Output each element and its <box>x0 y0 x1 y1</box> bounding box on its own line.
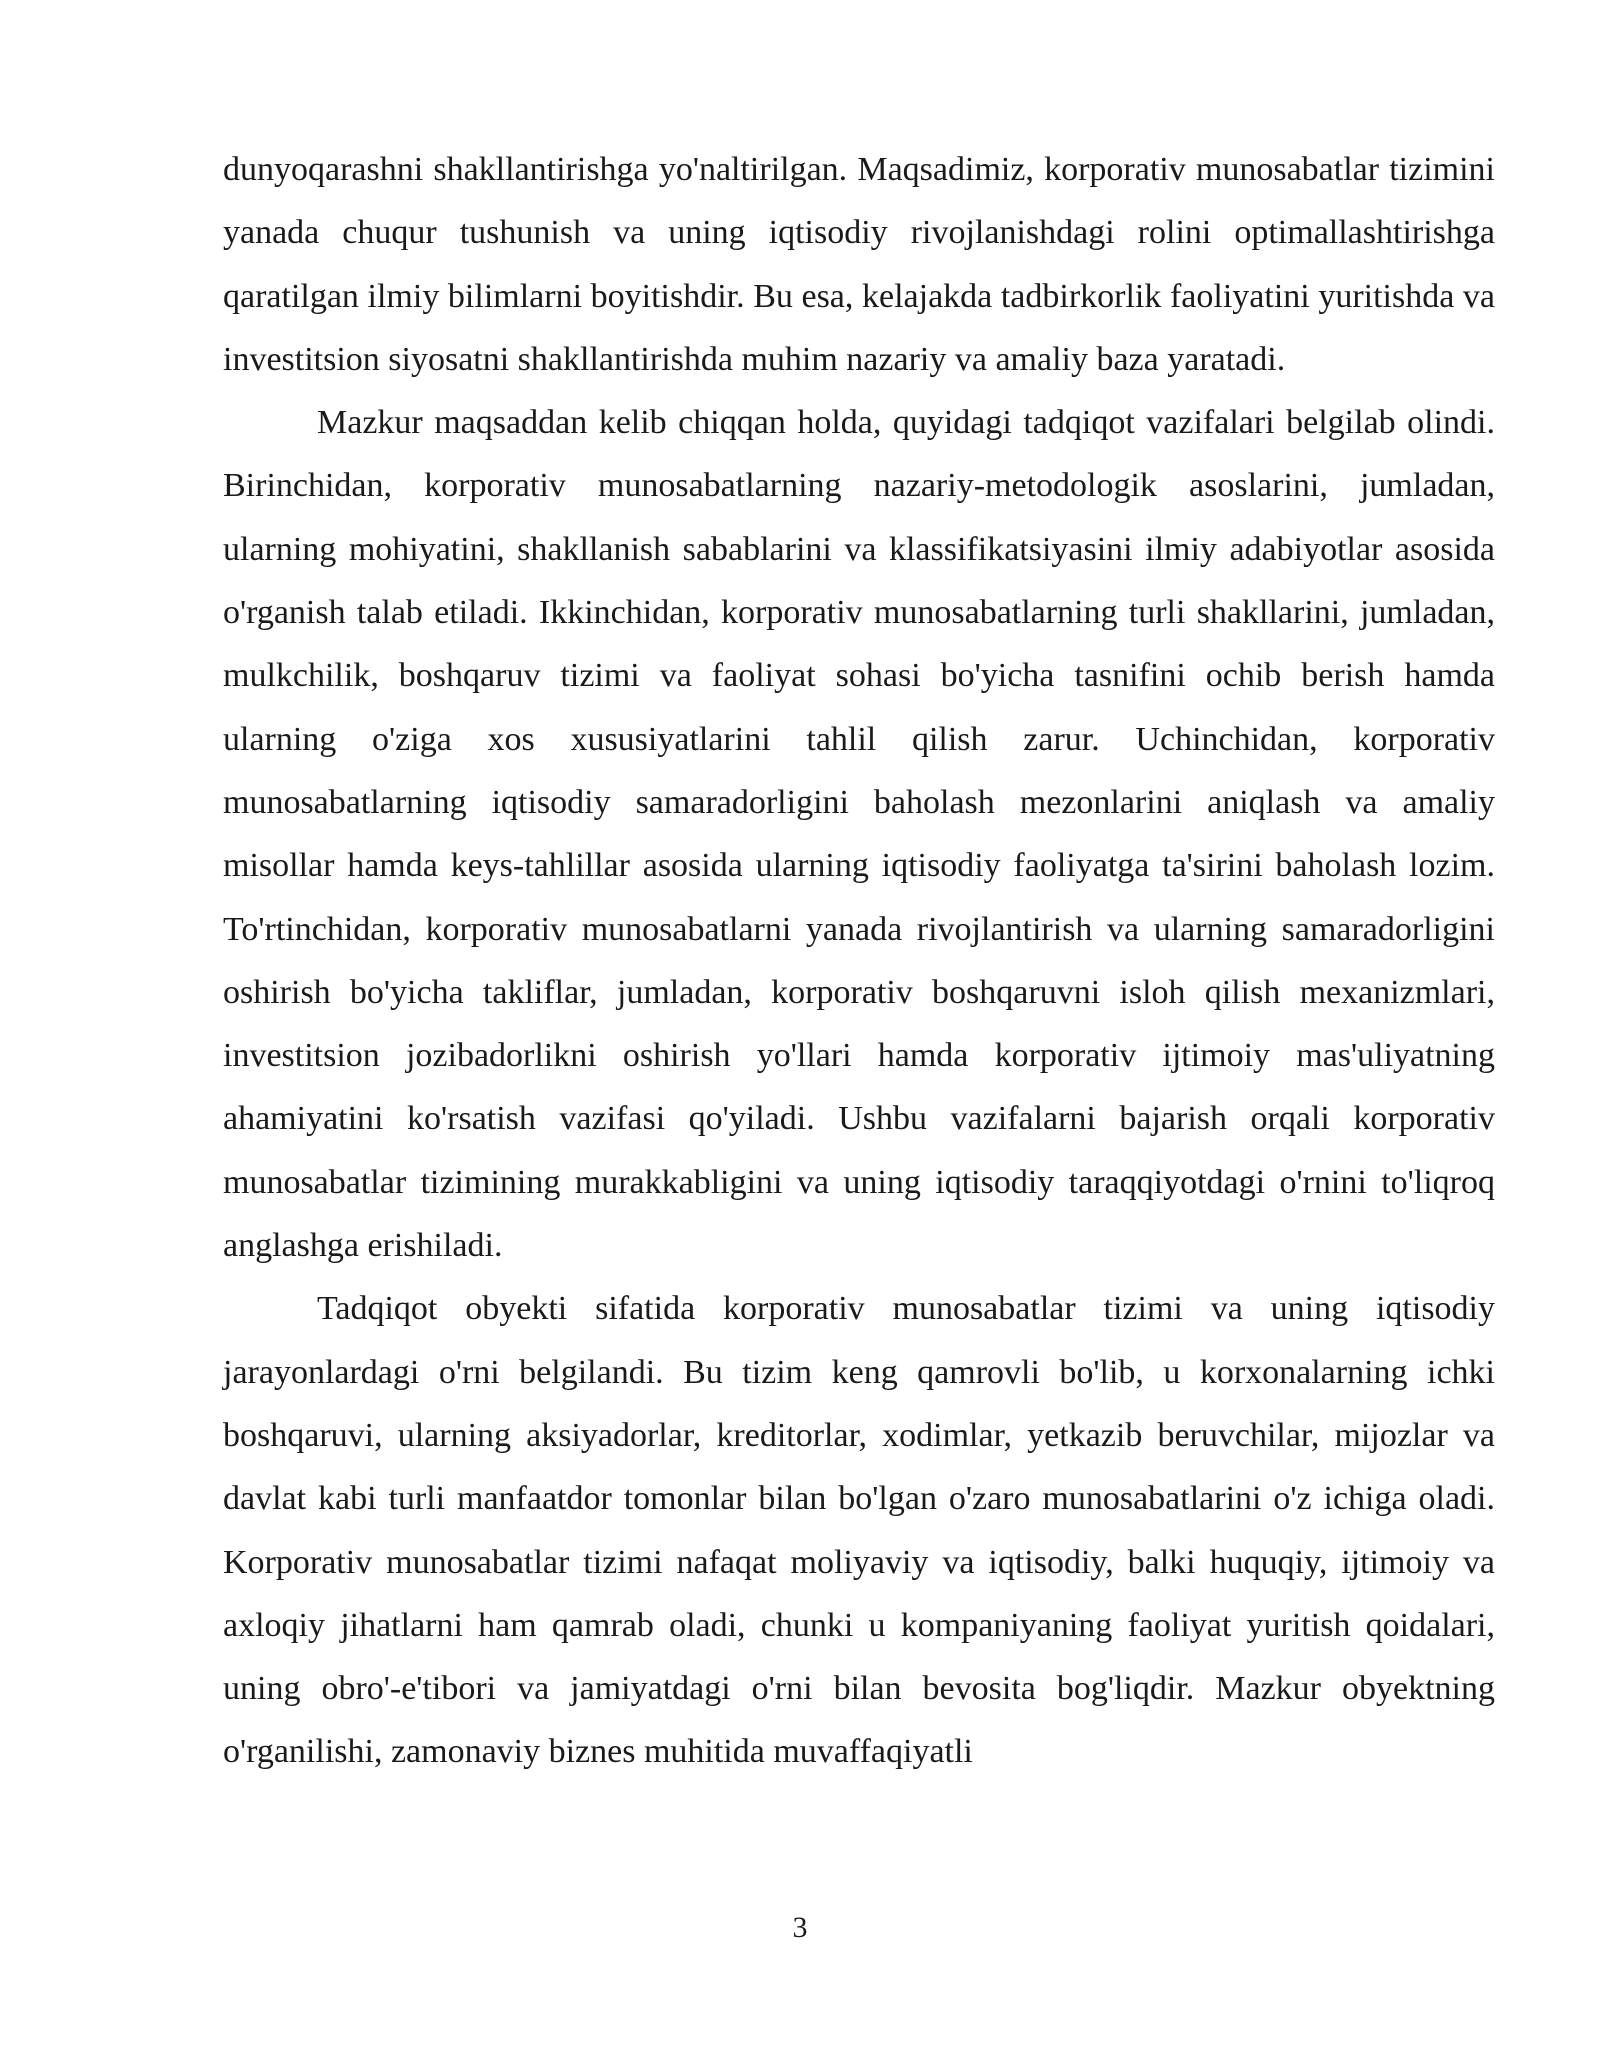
paragraph-2: Mazkur maqsaddan kelib chiqqan holda, quyidagi tadqiqot vazifalari belgilab olindi. Birinchidan, korporativ munosabatlarning nazariy-metodologik asoslarini, jumladan, ularning mohiyatini, shakllanish sabablarini va klassifikatsiyasini ilmiy adabiyotlar asosida o'rganish talab etiladi. Ikkinchidan, korporativ munosabatlarning turli shakllarini, jumladan, mulkchilik, boshqaruv tizimi va faoliyat sohasi bo'yicha tasnifini ochib berish hamda ularning o'ziga xos xususiyatlarini tahlil qilish zarur. Uchinchidan, korporativ munosabatlarning iqtisodiy samaradorligini baholash mezonlarini aniqlash va amaliy misollar hamda keys-tahlillar asosida ularning iqtisodiy faoliyatga ta'sirini baholash lozim. To'rtinchidan, korporativ munosabatlarni yanada rivojlantirish va ularning samaradorligini oshirish bo'yicha takliflar, jumladan, korporativ boshqaruvni isloh qilish mexanizmlari, investitsion jozibadorlikni oshirish yo'llari hamda korporativ ijtimoiy mas'uliyatning ahamiyatini ko'rsatish vazifasi qo'yiladi. Ushbu vazifalarni bajarish orqali korporativ munosabatlar tizimining murakkabligini va uning iqtisodiy taraqqiyotdagi o'rnini to'liqroq anglashga erishiladi. <box>223 404 1495 1265</box>
paragraph-3: Tadqiqot obyekti sifatida korporativ munosabatlar tizimi va uning iqtisodiy jarayonlardagi o'rni belgilandi. Bu tizim keng qamrovli bo'lib, u korxonalarning ichki boshqaruvi, ularning aksiyadorlar, kreditorlar, xodimlar, yetkazib beruvchilar, mijozlar va davlat kabi turli manfaatdor tomonlar bilan bo'lgan o'zaro munosabatlarini o'z ichiga oladi. Korporativ munosabatlar tizimi nafaqat moliyaviy va iqtisodiy, balki huquqiy, ijtimoiy va axloqiy jihatlarni ham qamrab oladi, chunki u kompaniyaning faoliyat yuritish qoidalari, uning obro'-e'tibori va jamiyatdagi o'rni bilan bevosita bog'liqdir. Mazkur obyektning o'rganilishi, zamonaviy biznes muhitida muvaffaqiyatli <box>223 1290 1495 1771</box>
paragraph-1: dunyoqarashni shakllantirishga yo'naltirilgan. Maqsadimiz, korporativ munosabatlar tizimini yanada chuqur tushunish va uning iqtisodiy rivojlanishdagi rolini optimallashtirishga qaratilgan ilmiy bilimlarni boyitishdir. Bu esa, kelajakda tadbirkorlik faoliyatini yuritishda va investitsion siyosatni shakllantirishda muhim nazariy va amaliy baza yaratadi. <box>223 151 1495 378</box>
page-number: 3 <box>792 1911 808 1944</box>
document-body <box>223 138 1495 1784</box>
